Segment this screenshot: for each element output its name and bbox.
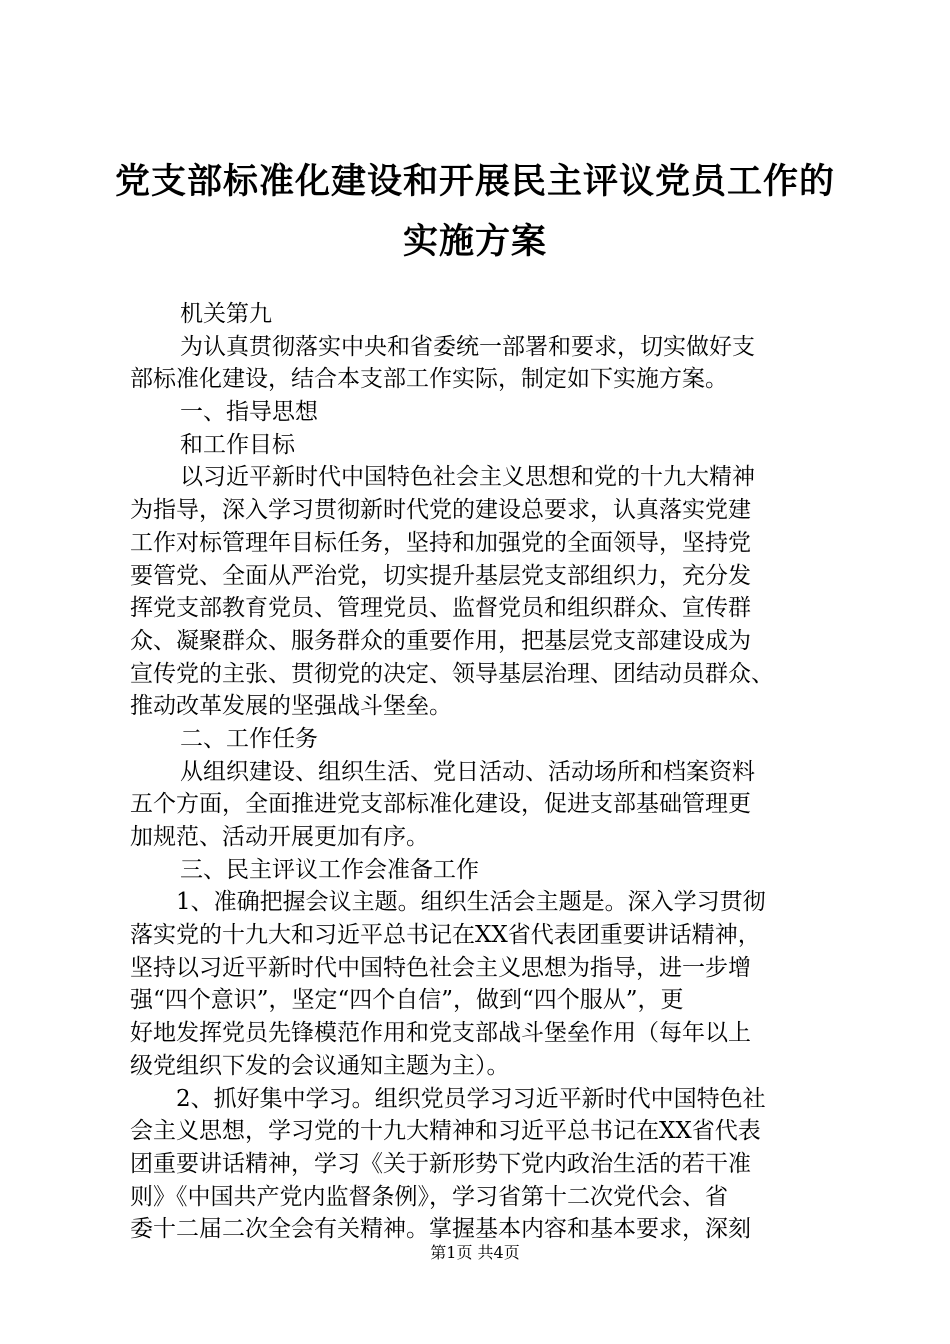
body-line: 和工作目标 [180, 431, 295, 458]
body-line: 机关第九 [180, 301, 272, 327]
page-number-footer: 第1页 共4页 [430, 1243, 520, 1262]
body-line: 众、凝聚群众、服务群众的重要作用，把基层党支部建设成为 [130, 627, 751, 654]
body-line: 2、抓好集中学习。组织党员学习习近平新时代中国特色社 [176, 1085, 766, 1112]
body-line: 要管党、全面从严治党，切实提升基层党支部组织力，充分发 [130, 562, 751, 589]
body-line: 好地发挥党员先锋模范作用和党支部战斗堡垒作用（每年以上 [130, 1020, 751, 1047]
document-body [130, 298, 830, 1246]
body-line: 五个方面，全面推进党支部标准化建设，促进支部基础管理更 [130, 791, 751, 818]
body-line: 坚持以习近平新时代中国特色社会主义思想为指导，进一步增 [130, 954, 751, 981]
body-line: 一、指导思想 [180, 399, 318, 426]
document-title-line-2: 实施方案 [402, 221, 547, 262]
body-line: 会主义思想，学习党的十九大精神和习近平总书记在XX省代表 [130, 1118, 761, 1145]
body-line: 宣传党的主张、贯彻党的决定、领导基层治理、团结动员群众、 [130, 660, 774, 687]
body-line: 三、民主评议工作会准备工作 [180, 856, 479, 883]
body-line: 1、准确把握会议主题。组织生活会主题是。深入学习贯彻 [176, 889, 766, 916]
document-title-line-1: 党支部标准化建设和开展民主评议党员工作的 [114, 161, 835, 202]
body-line: 从组织建设、组织生活、党日活动、活动场所和档案资料 [180, 758, 755, 785]
body-line: 工作对标管理年目标任务，坚持和加强党的全面领导，坚持党 [130, 529, 751, 556]
body-line: 落实党的十九大和习近平总书记在XX省代表团重要讲话精神， [130, 922, 761, 949]
body-line: 挥党支部教育党员、管理党员、监督党员和组织群众、宣传群 [130, 595, 751, 622]
body-line: 委十二届二次全会有关精神。掌握基本内容和基本要求，深刻 [130, 1216, 751, 1243]
body-line: 推动改革发展的坚强战斗堡垒。 [130, 693, 452, 720]
body-line: 则》《中国共产党内监督条例》，学习省第十二次党代会、省 [130, 1183, 728, 1210]
body-line: 强“四个意识”，坚定“四个自信”，做到“四个服从”，更 [130, 987, 684, 1014]
body-line: 团重要讲话精神，学习《关于新形势下党内政治生活的若干准 [130, 1150, 751, 1177]
body-line: 二、工作任务 [180, 725, 318, 752]
body-line: 为认真贯彻落实中央和省委统一部署和要求，切实做好支 [180, 333, 755, 360]
body-line: 以习近平新时代中国特色社会主义思想和党的十九大精神 [180, 464, 755, 491]
body-line: 为指导，深入学习贯彻新时代党的建设总要求，认真落实党建 [130, 497, 751, 524]
body-line: 部标准化建设，结合本支部工作实际，制定如下实施方案。 [130, 366, 728, 393]
body-line: 级党组织下发的会议通知主题为主）。 [130, 1052, 510, 1079]
body-line: 加规范、活动开展更加有序。 [130, 824, 429, 850]
